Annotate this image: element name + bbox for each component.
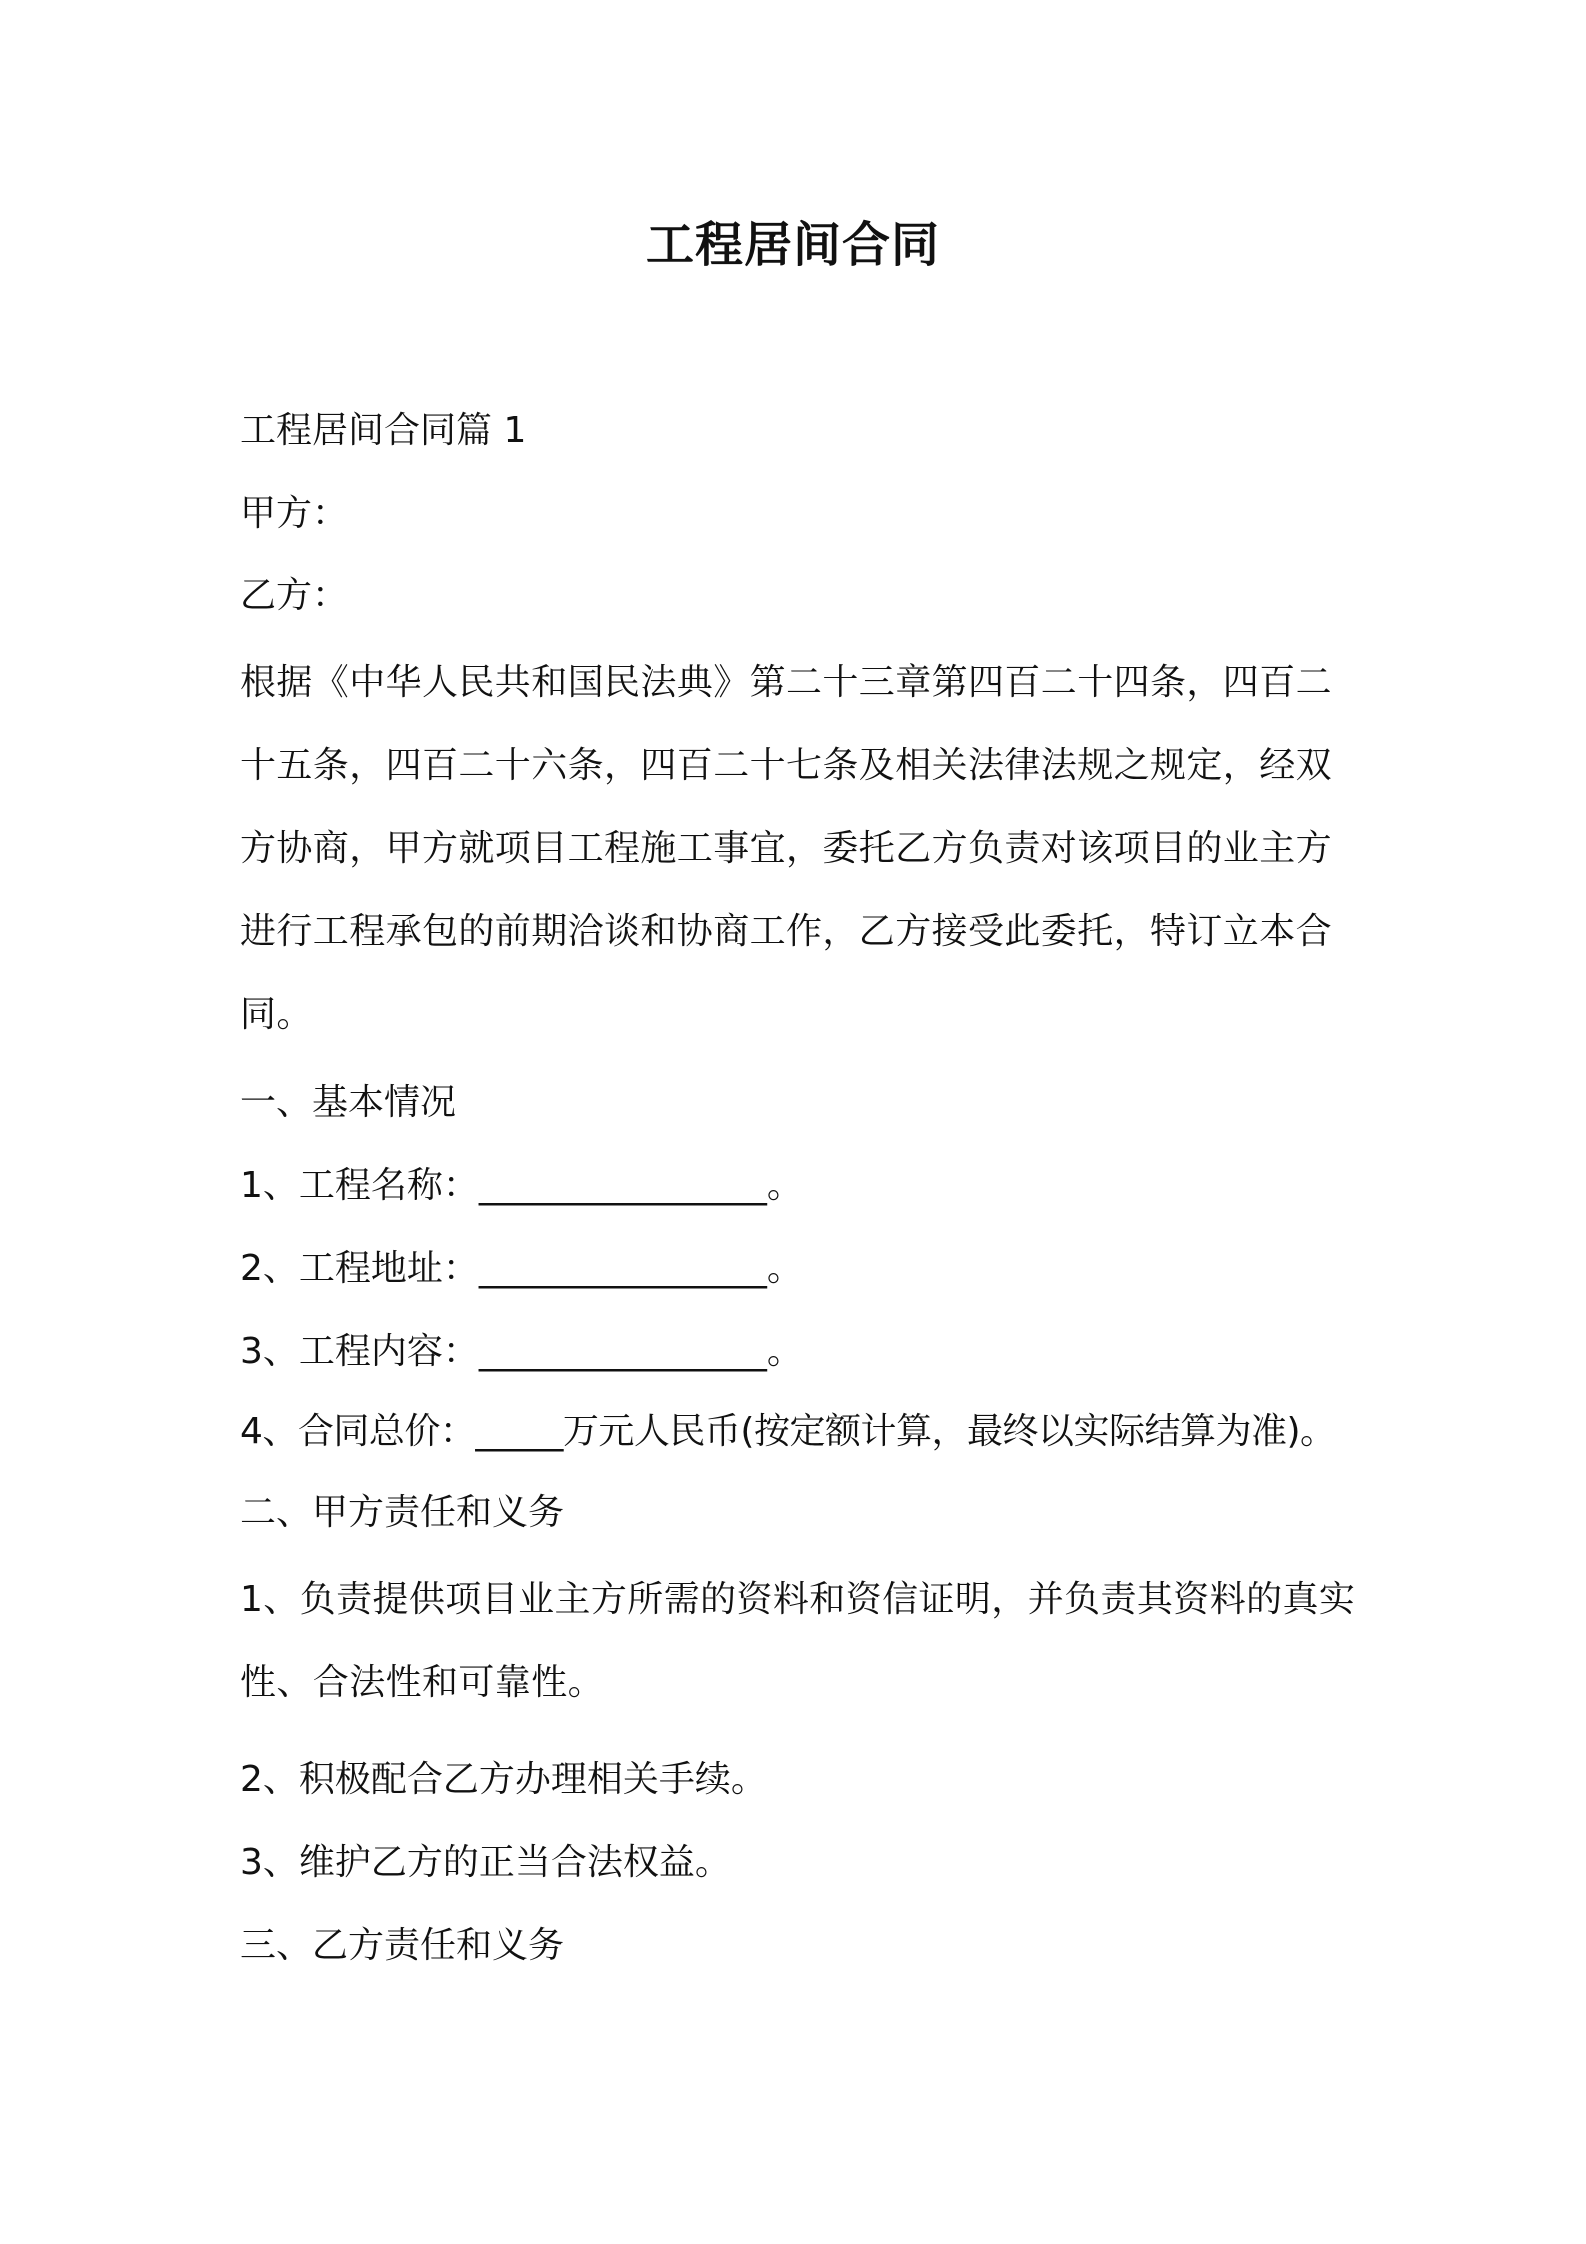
part1-item1: 1、工程名称：________________。 [240,1165,803,1206]
party-b-label: 乙方： [240,575,349,616]
part2-item1: 1、负责提供项目业主方所需的资料和资信证明，并负责其资料的真实性、合法性和可靠性。 [240,1579,1356,1703]
part1-item4: 4、合同总价：_____万元人民币(按定额计算，最终以实际结算为准)。 [240,1411,1336,1452]
section-heading: 工程居间合同篇 1 [240,410,527,451]
part3-heading: 三、乙方责任和义务 [240,1925,565,1966]
preamble-paragraph: 根据《中华人民共和国民法典》第二十三章第四百二十四条，四百二十五条，四百二十六条，四百二十七条及相关法律法规之规定，经双方协商，甲方就项目工程施工事宜，委托乙方负责对该项目的业主方进行工程承包的前期洽谈和协商工作，乙方接受此委托，特订立本合同。 [240,662,1333,1035]
part2-item2: 2、积极配合乙方办理相关手续。 [240,1759,767,1800]
part2-heading: 二、甲方责任和义务 [240,1492,565,1533]
party-a-label: 甲方： [240,493,349,534]
part1-item2: 2、工程地址：________________。 [240,1248,803,1289]
part1-item3: 3、工程内容：________________。 [240,1331,803,1372]
document-title: 工程居间合同 [645,217,940,273]
part2-item3: 3、维护乙方的正当合法权益。 [240,1842,731,1883]
part1-heading: 一、基本情况 [240,1082,457,1123]
